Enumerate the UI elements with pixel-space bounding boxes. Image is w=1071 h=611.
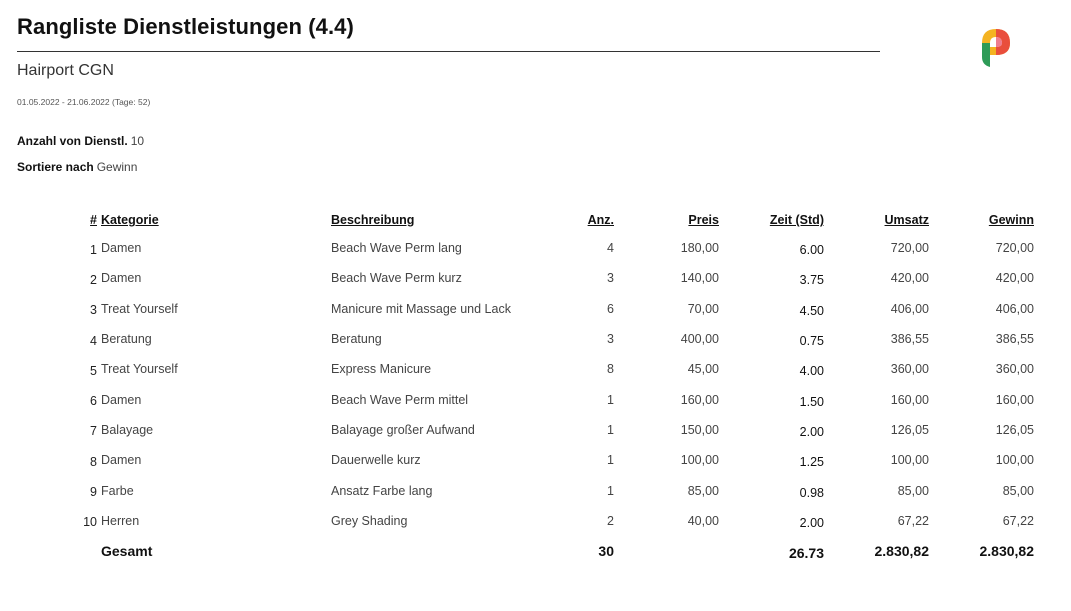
service-count-label: Anzahl von Dienstl. — [17, 134, 128, 148]
col-header-num: # — [90, 213, 97, 227]
row-gewinn: 420,00 — [995, 271, 1034, 286]
row-umsatz: 720,00 — [890, 241, 929, 256]
total-zeit: 26.73 — [788, 544, 824, 561]
row-gewinn: 160,00 — [995, 392, 1034, 407]
row-preis: 40,00 — [687, 513, 719, 528]
table-row — [74, 445, 1034, 475]
row-kategorie: Beratung — [101, 332, 152, 347]
row-zeit: 6.00 — [799, 243, 824, 258]
row-anz: 1 — [607, 453, 614, 468]
row-num: 1 — [90, 242, 97, 257]
row-preis: 140,00 — [680, 271, 719, 286]
row-kategorie: Damen — [101, 453, 142, 468]
table-row — [74, 384, 1034, 414]
row-gewinn: 100,00 — [995, 453, 1034, 468]
row-umsatz: 85,00 — [897, 483, 929, 498]
row-gewinn: 85,00 — [1002, 483, 1034, 498]
services-ranking-table — [74, 207, 1034, 566]
row-kategorie: Treat Yourself — [101, 301, 178, 316]
row-anz: 3 — [607, 271, 614, 286]
col-header-anz: Anz. — [587, 213, 614, 227]
table-row — [74, 263, 1034, 293]
row-beschreibung: Dauerwelle kurz — [331, 453, 421, 468]
row-gewinn: 360,00 — [995, 362, 1034, 377]
row-zeit: 3.75 — [799, 273, 824, 288]
col-header-zeit: Zeit (Std) — [769, 213, 824, 227]
row-beschreibung: Beach Wave Perm lang — [331, 241, 462, 256]
table-header-row — [74, 207, 1034, 233]
col-header-preis: Preis — [688, 213, 719, 227]
row-num: 3 — [90, 303, 97, 318]
row-zeit: 4.50 — [799, 303, 824, 318]
row-anz: 4 — [607, 241, 614, 256]
row-beschreibung: Beach Wave Perm mittel — [331, 392, 469, 407]
row-gewinn: 386,55 — [995, 332, 1034, 347]
table-row — [74, 506, 1034, 536]
row-umsatz: 386,55 — [890, 332, 929, 347]
row-umsatz: 100,00 — [890, 453, 929, 468]
row-preis: 70,00 — [687, 301, 719, 316]
report-title: Rangliste Dienstleistungen (4.4) — [17, 14, 354, 39]
row-num: 6 — [90, 394, 97, 409]
row-umsatz: 406,00 — [890, 301, 929, 316]
table-row — [74, 475, 1034, 505]
row-umsatz: 160,00 — [890, 392, 929, 407]
total-label: Gesamt — [101, 542, 153, 559]
row-gewinn: 720,00 — [995, 241, 1034, 256]
row-beschreibung: Balayage großer Aufwand — [331, 422, 475, 437]
table-row — [74, 415, 1034, 445]
service-count-value: 10 — [130, 134, 145, 148]
row-num: 8 — [90, 454, 97, 469]
row-zeit: 0.98 — [799, 485, 824, 500]
row-zeit: 1.25 — [799, 455, 824, 470]
table-row — [74, 354, 1034, 384]
title-divider — [17, 51, 880, 52]
col-header-gewinn: Gewinn — [988, 213, 1034, 227]
row-preis: 400,00 — [680, 332, 719, 347]
table-row — [74, 233, 1034, 263]
table-row — [74, 294, 1034, 324]
row-beschreibung: Express Manicure — [331, 362, 432, 377]
row-num: 5 — [90, 363, 97, 378]
row-preis: 85,00 — [687, 483, 719, 498]
total-umsatz: 2.830,82 — [874, 542, 929, 559]
row-num: 9 — [90, 485, 97, 500]
logo-green-shape — [982, 43, 990, 67]
col-header-umsatz: Umsatz — [884, 213, 929, 227]
row-zeit: 2.00 — [799, 424, 824, 439]
row-preis: 100,00 — [680, 453, 719, 468]
row-anz: 3 — [607, 332, 614, 347]
row-anz: 8 — [607, 362, 614, 377]
row-beschreibung: Beach Wave Perm kurz — [331, 271, 462, 286]
row-num: 10 — [83, 515, 97, 530]
row-preis: 160,00 — [680, 392, 719, 407]
row-anz: 1 — [607, 392, 614, 407]
row-anz: 2 — [607, 513, 614, 528]
row-gewinn: 126,05 — [995, 422, 1034, 437]
row-preis: 150,00 — [680, 422, 719, 437]
row-kategorie: Damen — [101, 392, 142, 407]
row-kategorie: Damen — [101, 241, 142, 256]
row-preis: 180,00 — [680, 241, 719, 256]
row-anz: 1 — [607, 483, 614, 498]
table-row — [74, 324, 1034, 354]
salon-name: Hairport CGN — [17, 62, 114, 79]
row-umsatz: 360,00 — [890, 362, 929, 377]
row-anz: 6 — [607, 301, 614, 316]
row-beschreibung: Grey Shading — [331, 513, 408, 528]
row-kategorie: Balayage — [101, 422, 154, 437]
sort-order — [17, 160, 137, 174]
row-umsatz: 420,00 — [890, 271, 929, 286]
row-gewinn: 67,22 — [1002, 513, 1034, 528]
row-num: 2 — [90, 272, 97, 287]
date-range: 01.05.2022 - 21.06.2022 (Tage: 52) — [17, 97, 151, 107]
service-count — [17, 134, 144, 148]
col-header-beschreibung: Beschreibung — [331, 213, 415, 227]
row-kategorie: Treat Yourself — [101, 362, 178, 377]
row-umsatz: 126,05 — [890, 422, 929, 437]
row-kategorie: Farbe — [101, 483, 134, 498]
row-umsatz: 67,22 — [897, 513, 929, 528]
row-beschreibung: Beratung — [331, 332, 382, 347]
total-gewinn: 2.830,82 — [979, 542, 1034, 559]
row-zeit: 4.00 — [799, 364, 824, 379]
total-anz: 30 — [598, 542, 614, 559]
brand-logo-icon — [978, 27, 1014, 73]
col-header-kategorie: Kategorie — [101, 213, 159, 227]
sort-order-value: Gewinn — [96, 160, 138, 174]
row-beschreibung: Ansatz Farbe lang — [331, 483, 433, 498]
row-num: 4 — [90, 333, 97, 348]
row-anz: 1 — [607, 422, 614, 437]
row-zeit: 1.50 — [799, 394, 824, 409]
row-num: 7 — [90, 424, 97, 439]
row-kategorie: Herren — [101, 513, 140, 528]
row-zeit: 0.75 — [799, 334, 824, 349]
row-beschreibung: Manicure mit Massage und Lack — [331, 301, 511, 316]
row-preis: 45,00 — [687, 362, 719, 377]
row-kategorie: Damen — [101, 271, 142, 286]
total-row — [74, 536, 1034, 566]
row-zeit: 2.00 — [799, 515, 824, 530]
sort-order-label: Sortiere nach — [17, 160, 94, 174]
row-gewinn: 406,00 — [995, 301, 1034, 316]
